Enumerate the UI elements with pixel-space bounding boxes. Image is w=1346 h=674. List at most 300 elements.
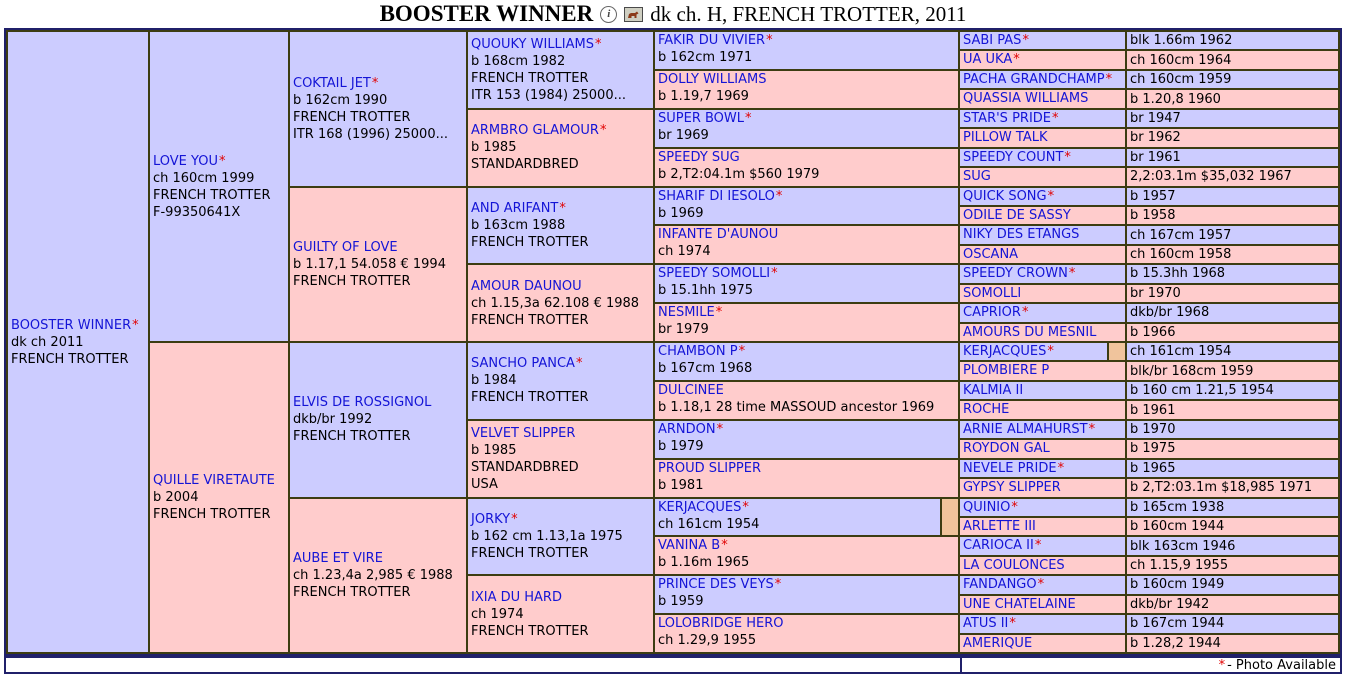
horse-details: b 1981 [658,477,704,493]
horse-link-quick-song[interactable]: QUICK SONG [963,188,1047,204]
horse-name-line [963,479,1125,496]
pedigree-cell-fandango [960,576,1125,593]
horse-name-line [963,518,1125,535]
horse-details: ch 1.29,9 1955 [658,633,757,649]
horse-name-line [658,615,958,632]
pedigree-cell-arnie-almahurst-details [1127,421,1338,438]
horse-details: FRENCH TROTTER [471,70,589,86]
pedigree-cell-roche-details [1127,401,1338,418]
horse-details: b 1.18,1 28 time MASSOUD ancestor 1969 [658,399,935,415]
horse-name-line [963,537,1125,554]
pedigree-cell-kerjacques [960,343,1125,360]
photo-available-star: * [511,511,518,527]
horse-link-arnie-almahurst[interactable]: ARNIE ALMAHURST [963,421,1088,437]
horse-details: b 2,T2:04.1m $560 1979 [658,166,820,182]
pedigree-cell-ixia-du-hard [468,576,653,652]
horse-details: b 165cm 1938 [1130,499,1225,515]
horse-name-line [963,382,1125,399]
horse-details: b 1.16m 1965 [658,555,750,571]
pedigree-cell-une-chatelaine-details [1127,596,1338,613]
pedigree-cell-quick-song [960,188,1125,205]
horse-link-lolobridge-hero[interactable]: LOLOBRIDGE HERO [658,616,784,632]
horse-link-aube-et-vire[interactable]: AUBE ET VIRE [293,550,383,566]
horse-link-roydon-gal[interactable]: ROYDON GAL [963,441,1050,457]
horse-link-coktail-jet[interactable]: COKTAIL JET [293,75,371,91]
horse-link-nevele-pride[interactable]: NEVELE PRIDE [963,460,1057,476]
pedigree-cell-super-bowl [655,110,958,147]
horse-name-line [658,110,958,127]
horse-link-amerique[interactable]: AMERIQUE [963,635,1033,651]
tan-notch [940,499,958,536]
horse-details: FRENCH TROTTER [471,623,589,639]
horse-details: dk ch 2011 [11,334,84,350]
horse-link-amours-du-mesnil[interactable]: AMOURS DU MESNIL [963,324,1097,340]
horse-link-amour-daunou[interactable]: AMOUR DAUNOU [471,278,582,294]
pedigree-cell-la-coulonces [960,557,1125,574]
horse-details: FRENCH TROTTER [471,545,589,561]
horse-name-line [963,401,1125,418]
horse-details: br 1969 [658,127,709,143]
horse-name-line [963,129,1125,146]
horse-name-line [471,36,653,53]
horse-details: FRENCH TROTTER [293,273,411,289]
horse-details: blk/br 168cm 1959 [1130,363,1254,379]
horse-name-line [153,472,288,489]
horse-details: b 162 cm 1.13,1a 1975 [471,528,623,544]
horse-details: b 1970 [1130,421,1176,437]
photo-available-star: * [1088,421,1096,437]
pedigree-cell-speedy-crown [960,265,1125,282]
horse-details: dkb/br 1992 [293,412,373,428]
horse-name-line [963,635,1125,652]
horse-name-line [658,188,958,205]
horse-name-line [963,557,1125,574]
photo-available-star: * [721,538,728,554]
horse-name-line [963,168,1125,185]
horse-name-line [471,122,653,139]
pedigree-cell-plombiere-p-details [1127,362,1338,379]
pedigree-cell-arlette-iii [960,518,1125,535]
photo-available-star: * [745,110,752,126]
photo-available-star: * [1068,266,1076,282]
pedigree-cell-guilty-of-love [290,188,466,342]
horse-name-line [963,90,1125,107]
pedigree-cell-somolli [960,285,1125,302]
horse-details: b 15.3hh 1968 [1130,266,1226,282]
horse-name-line [963,596,1125,613]
pedigree-cell-roydon-gal [960,440,1125,457]
pedigree-cell-oscana-details [1127,246,1338,263]
pedigree-cell-somolli-details [1127,285,1338,302]
photo-available-star: * [559,200,566,216]
pedigree-cell-booster-winner [8,32,148,652]
horse-details: FRENCH TROTTER [153,187,271,203]
horse-details: b 1.19,7 1969 [658,88,749,104]
horse-details: br 1979 [658,322,709,338]
horse-name-line [963,285,1125,302]
pedigree-cell-kalmia-ii-details [1127,382,1338,399]
horse-link-star-s-pride[interactable]: STAR'S PRIDE [963,110,1051,126]
pedigree-cell-velvet-slipper [468,421,653,497]
horse-link-kerjacques[interactable]: KERJACQUES [658,499,742,515]
pedigree-table [4,28,1342,656]
horse-link-fandango[interactable]: FANDANGO [963,577,1037,593]
pedigree-cell-ua-uka-details [1127,51,1338,68]
pedigree-cell-arlette-iii-details [1127,518,1338,535]
pedigree-cell-nevele-pride [960,460,1125,477]
horse-link-guilty-of-love[interactable]: GUILTY OF LOVE [293,239,398,255]
horse-link-sancho-panca[interactable]: SANCHO PANCA [471,356,575,372]
horse-link-kalmia-ii[interactable]: KALMIA II [963,382,1024,398]
horse-details: FRENCH TROTTER [293,109,411,125]
pedigree-cell-kerjacques [655,499,958,536]
horse-name-line [963,615,1125,632]
horse-name-line [963,32,1125,49]
horse-link-speedy-somolli[interactable]: SPEEDY SOMOLLI [658,266,771,282]
horse-name-line [471,589,653,606]
horse-link-pillow-talk[interactable]: PILLOW TALK [963,130,1048,146]
horse-details: b 1.20,8 1960 [1130,91,1221,107]
horse-details: 2,2:03.1m $35,032 1967 [1130,169,1292,185]
horse-link-ixia-du-hard[interactable]: IXIA DU HARD [471,589,562,605]
horse-details: b 1969 [658,205,704,221]
horse-details: b 1985 [471,140,517,156]
horse-details: b 168cm 1982 [471,53,566,69]
pedigree-cell-quinio [960,499,1125,516]
pedigree-cell-arndon [655,421,958,458]
pedigree-cell-ua-uka [960,51,1125,68]
horse-details: b 160cm 1944 [1130,519,1225,535]
horse-name-line [963,324,1125,341]
horse-link-oscana[interactable]: OSCANA [963,246,1019,262]
horse-link-plombiere-p[interactable]: PLOMBIERE P [963,363,1050,379]
horse-name-line [293,550,466,567]
horse-link-booster-winner[interactable]: BOOSTER WINNER [11,317,132,333]
photo-available-star: * [1037,577,1045,593]
horse-details: b 1966 [1130,324,1176,340]
horse-link-une-chatelaine[interactable]: UNE CHATELAINE [963,596,1076,612]
horse-link-dulcinee[interactable]: DULCINEE [658,382,724,398]
horse-details: b 167cm 1968 [658,361,753,376]
horse-link-quinio[interactable]: QUINIO [963,499,1011,515]
pedigree-cell-nesmile [655,304,958,341]
horse-link-velvet-slipper[interactable]: VELVET SLIPPER [471,425,576,441]
horse-name-line [963,207,1125,224]
horse-link-arlette-iii[interactable]: ARLETTE III [963,518,1036,534]
horse-name-line [471,200,653,217]
page-title: BOOSTER WINNER [379,1,594,26]
horse-details: ch 160cm 1958 [1130,247,1232,263]
horse-name-line [963,362,1125,379]
horse-name-line [293,75,466,92]
horse-link-nesmile[interactable]: NESMILE [658,305,715,321]
horse-details: b 1958 [1130,208,1176,224]
horse-details: br 1947 [1130,110,1181,126]
horse-details: FRENCH TROTTER [11,351,129,367]
horse-details: b 1959 [658,594,704,610]
pedigree-cell-niky-des-etangs [960,226,1125,243]
pedigree-cell-pacha-grandchamp [960,71,1125,88]
horse-name-line [963,265,1125,282]
horse-link-kerjacques[interactable]: KERJACQUES [963,344,1047,359]
pedigree-cell-quille-viretaute [150,343,288,652]
horse-details: b 1961 [1130,402,1176,418]
photo-icon[interactable] [624,7,643,22]
horse-details: FRENCH TROTTER [293,429,411,445]
horse-name-line [153,153,288,170]
horse-details: b 160 cm 1.21,5 1954 [1130,383,1274,399]
horse-link-arndon[interactable]: ARNDON [658,421,716,437]
pedigree-cell-armbro-glamour [468,110,653,186]
pedigree-cell-infante-d-aunou [655,226,958,263]
horse-description: dk ch. H, FRENCH TROTTER, 2011 [650,1,967,26]
horse-name-line [963,576,1125,593]
horse-link-armbro-glamour[interactable]: ARMBRO GLAMOUR [471,123,599,139]
horse-name-line [963,440,1125,457]
legend-label: - Photo Available [1227,657,1336,673]
horse-details: br 1970 [1130,285,1181,301]
pedigree-cell-speedy-crown-details [1127,265,1338,282]
photo-available-star: * [716,421,724,437]
photo-available-star: * [575,356,583,372]
photo-available-star: * [742,499,749,515]
horse-link-fakir-du-vivier[interactable]: FAKIR DU VIVIER [658,33,766,48]
horse-name-line [963,499,1125,516]
horse-link-proud-slipper[interactable]: PROUD SLIPPER [658,460,762,476]
photo-available-star: * [371,75,379,91]
horse-name-line [471,278,653,295]
pedigree-cell-sancho-panca [468,343,653,419]
photo-available-star: * [1047,344,1054,359]
photo-available-star: * [1064,149,1071,165]
pedigree-cell-vanina-b [655,537,958,574]
horse-link-caprior[interactable]: CAPRIOR [963,305,1021,321]
horse-link-jorky[interactable]: JORKY [471,511,511,527]
horse-name-line [471,511,653,528]
photo-available-star: * [1047,188,1055,204]
horse-name-line [658,265,958,282]
horse-name-line [658,226,958,243]
horse-link-elvis-de-rossignol[interactable]: ELVIS DE ROSSIGNOL [293,395,432,411]
horse-details: b 1985 [471,442,517,458]
pedigree-cell-sug-details [1127,168,1338,185]
horse-link-dolly-williams[interactable]: DOLLY WILLIAMS [658,71,767,87]
horse-link-sabi-pas[interactable]: SABI PAS [963,33,1022,48]
pedigree-cell-speedy-count [960,149,1125,166]
horse-details: b 1957 [1130,188,1176,204]
horse-link-vanina-b[interactable]: VANINA B [658,538,721,554]
horse-details: FRENCH TROTTER [471,390,589,406]
horse-details: b 167cm 1944 [1130,616,1225,632]
horse-link-prince-des-veys[interactable]: PRINCE DES VEYS [658,577,774,593]
pedigree-cell-quinio-details [1127,499,1338,516]
pedigree-cell-fakir-du-vivier [655,32,958,69]
pedigree-cell-nevele-pride-details [1127,460,1338,477]
horse-name-line [658,421,958,438]
horse-link-atus-ii[interactable]: ATUS II [963,616,1009,632]
photo-available-star: * [1052,110,1059,126]
horse-details: ch 1974 [471,606,524,622]
horse-link-quille-viretaute[interactable]: QUILLE VIRETAUTE [153,473,275,488]
horse-details: b 1979 [658,438,704,454]
tan-notch [1107,343,1125,360]
photo-available-star: * [1013,52,1020,68]
horse-name-line [658,499,958,516]
horse-link-pacha-grandchamp[interactable]: PACHA GRANDCHAMP [963,71,1105,87]
horse-link-odile-de-sassy[interactable]: ODILE DE SASSY [963,207,1071,223]
photo-available-star: * [1011,499,1018,515]
horse-link-sharif-di-iesolo[interactable]: SHARIF DI IESOLO [658,188,775,204]
pedigree-cell-kalmia-ii [960,382,1125,399]
horse-name-line [963,51,1125,68]
horse-details: b 1975 [1130,441,1176,457]
horse-name-line [11,317,148,334]
pedigree-cell-oscana [960,246,1125,263]
horse-details: ch 1.15,3a 62.108 € 1988 [471,295,640,311]
horse-link-chambon-p[interactable]: CHAMBON P [658,344,738,359]
pedigree-cell-carioca-ii-details [1127,537,1338,554]
horse-details: USA [471,476,498,492]
horse-details: b 2,T2:03.1m $18,985 1971 [1130,480,1313,496]
horse-name-line [658,460,958,477]
horse-details: ch 167cm 1957 [1130,227,1232,243]
pedigree-cell-chambon-p [655,343,958,380]
horse-details: b 1.17,1 54.058 € 1994 [293,256,446,272]
horse-details: b 163cm 1988 [471,217,566,233]
horse-details: br 1961 [1130,149,1181,165]
photo-available-star: * [738,344,746,359]
pedigree-cell-sabi-pas-details [1127,32,1338,49]
horse-name-line [658,382,958,399]
pedigree-cell-atus-ii [960,615,1125,632]
pedigree-cell-speedy-count-details [1127,149,1338,166]
horse-link-infante-d-aunou[interactable]: INFANTE D'AUNOU [658,227,779,243]
horse-details: ch 160cm 1964 [1130,52,1232,68]
horse-link-somolli[interactable]: SOMOLLI [963,285,1022,301]
pedigree-cell-star-s-pride [960,110,1125,127]
horse-name-line [963,460,1125,477]
horse-link-carioca-ii[interactable]: CARIOCA II [963,538,1034,554]
horse-details: ch 1974 [658,244,711,260]
info-icon[interactable]: i [600,6,617,23]
photo-available-star: * [219,153,226,169]
horse-name-line [963,246,1125,263]
horse-name-line [658,149,958,166]
horse-details: dkb/br 1942 [1130,596,1210,612]
pedigree-cell-gypsy-slipper-details [1127,479,1338,496]
horse-link-speedy-sug[interactable]: SPEEDY SUG [658,149,740,165]
horse-details: b 162cm 1990 [293,92,388,108]
horse-link-niky-des-etangs[interactable]: NIKY DES ETANGS [963,227,1080,243]
horse-link-quouky-williams[interactable]: QUOUKY WILLIAMS [471,36,594,52]
pedigree-cell-sug [960,168,1125,185]
horse-link-and-arifant[interactable]: AND ARIFANT [471,200,559,216]
horse-name-line [658,537,958,554]
horse-details: ch 160cm 1959 [1130,72,1232,88]
pedigree-cell-prince-des-veys [655,576,958,613]
horse-link-gypsy-slipper[interactable]: GYPSY SLIPPER [963,480,1061,496]
pedigree-cell-quassia-williams-details [1127,90,1338,107]
horse-name-line [963,149,1125,166]
pedigree-cell-odile-de-sassy [960,207,1125,224]
photo-available-star: * [774,577,782,593]
pedigree-cell-atus-ii-details [1127,615,1338,632]
pedigree-cell-pacha-grandchamp-details [1127,71,1338,88]
pedigree-cell-star-s-pride-details [1127,110,1338,127]
horse-details: blk 1.66m 1962 [1130,33,1233,49]
horse-link-sug[interactable]: SUG [963,169,991,185]
horse-name-line [658,576,958,593]
horse-details: FRENCH TROTTER [153,507,271,522]
horse-details: blk 163cm 1946 [1130,538,1236,554]
horse-details: ITR 153 (1984) 25000... [471,87,626,103]
horse-name-line [963,343,1125,360]
horse-details: ITR 168 (1996) 25000... [293,126,448,142]
horse-link-speedy-count[interactable]: SPEEDY COUNT [963,149,1064,165]
pedigree-cell-caprior [960,304,1125,321]
pedigree-cell-amour-daunou [468,265,653,341]
horse-link-love-you[interactable]: LOVE YOU [153,153,218,169]
legend-empty-cell [6,658,962,672]
horse-link-ua-uka[interactable]: UA UKA [963,52,1013,68]
pedigree-cell-pillow-talk [960,129,1125,146]
pedigree-cell-speedy-somolli [655,265,958,302]
photo-available-star: * [766,33,773,48]
photo-available-star: * [715,305,723,321]
horse-details: b 15.1hh 1975 [658,283,754,299]
horse-name-line [963,421,1125,438]
horse-details: ch 161cm 1954 [658,516,760,532]
pedigree-cell-sharif-di-iesolo [655,188,958,225]
horse-name-line [658,304,958,321]
pedigree-cell-carioca-ii [960,537,1125,554]
photo-available-star: * [1022,33,1029,48]
photo-available-star: * [132,317,139,333]
pedigree-cell-caprior-details [1127,304,1338,321]
photo-available-star: * [1218,657,1226,673]
horse-link-speedy-crown[interactable]: SPEEDY CROWN [963,266,1068,282]
horse-details: FRENCH TROTTER [471,312,589,328]
horse-name-line [658,343,958,360]
horse-details: br 1962 [1130,130,1181,146]
horse-link-roche[interactable]: ROCHE [963,402,1010,418]
horse-details: b 1984 [471,373,517,389]
pedigree-cell-quassia-williams [960,90,1125,107]
pedigree-cell-quouky-williams [468,32,653,108]
pedigree-cell-roche [960,401,1125,418]
horse-link-quassia-williams[interactable]: QUASSIA WILLIAMS [963,91,1089,107]
horse-link-super-bowl[interactable]: SUPER BOWL [658,110,745,126]
horse-link-la-coulonces[interactable]: LA COULONCES [963,557,1065,573]
legend-bar [4,656,1342,674]
pedigree-cell-amerique-details [1127,635,1338,652]
horse-name-line [293,239,466,256]
horse-name-line [658,71,958,88]
pedigree-cell-kerjacques-details [1127,343,1338,360]
pedigree-cell-speedy-sug [655,149,958,186]
photo-available-star: * [1034,538,1042,554]
pedigree-header [0,0,1346,28]
legend-cell [962,658,1340,672]
photo-available-star: * [775,188,783,204]
pedigree-cell-niky-des-etangs-details [1127,226,1338,243]
pedigree-cell-roydon-gal-details [1127,440,1338,457]
pedigree-cell-quick-song-details [1127,188,1338,205]
photo-available-star: * [1009,616,1016,632]
pedigree-cell-coktail-jet [290,32,466,186]
horse-details: b 1.28,2 1944 [1130,635,1221,651]
horse-details: FRENCH TROTTER [471,234,589,250]
